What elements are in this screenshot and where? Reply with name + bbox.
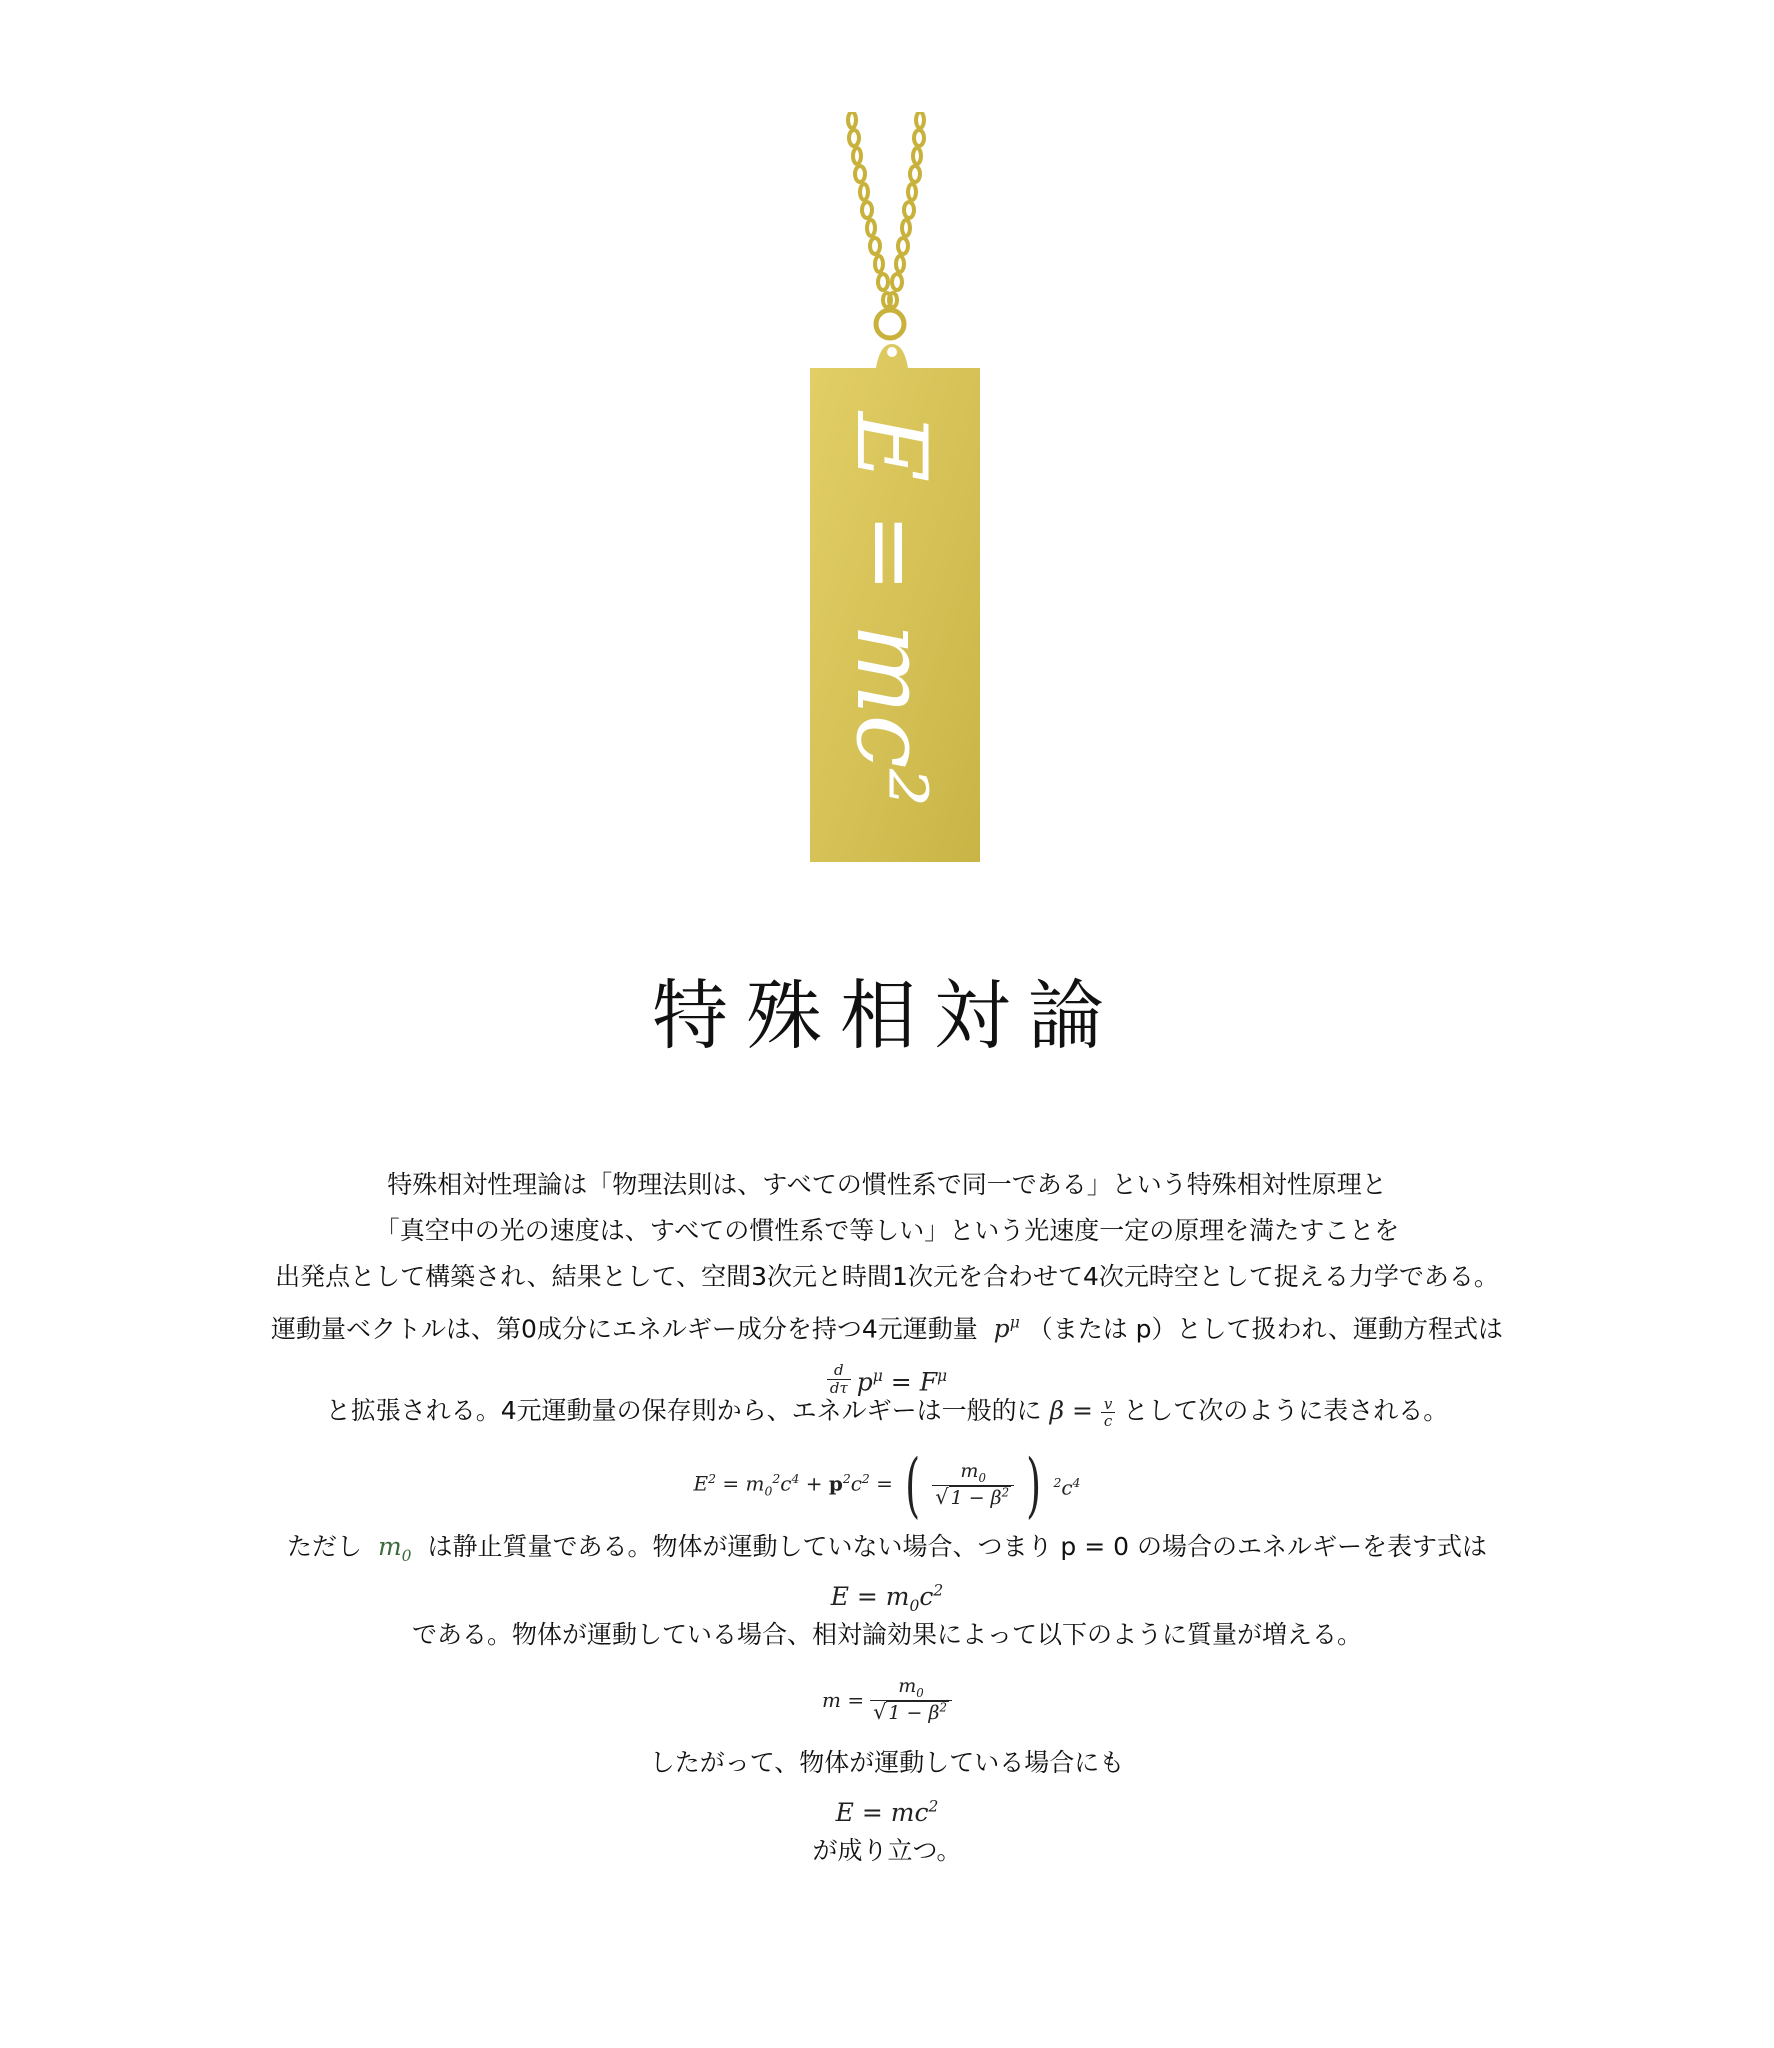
paragraph-line: 出発点として構築され、結果として、空間3次元と時間1次元を合わせて4次元時空として捉える力学である。 xyxy=(275,1262,1499,1291)
equation-of-motion: $\frac{d}{d\tau}$ $p^\mu = F^\mu$ xyxy=(160,1346,1614,1388)
paragraph-line: 特殊相対性理論は「物理法則は、すべての慣性系で同一である」という特殊相対性原理と xyxy=(387,1170,1387,1199)
paragraph-line: と拡張される。4元運動量の保存則から、エネルギーは一般的に β = $\frac{v}{c}$ として次のように表される。 xyxy=(325,1394,1449,1430)
paragraph-line: である。物体が運動している場合、相対論効果によって以下のように質量が増える。 xyxy=(411,1620,1362,1649)
momentum-symbol: $p^\mu$ xyxy=(985,1314,1020,1344)
energy-equation: $E^2 = m_0^2c^4 + p^2c^2$ = ( $\frac{m_0}{√ 1 - \beta^2}$ ) $^2c^4$ xyxy=(693,1444,1081,1527)
paragraph-line: したがって、物体が運動している場合にも xyxy=(649,1748,1125,1777)
article-body xyxy=(160,1162,1614,1874)
page-title: 特殊相対論 xyxy=(652,971,1122,1060)
paragraph-line: 「真空中の光の速度は、すべての慣性系で等しい」という光速度一定の原理を満たすことを xyxy=(374,1216,1400,1245)
pendant-engraving: E = mc² xyxy=(835,412,947,807)
rest-mass-symbol: $m_0$ xyxy=(370,1532,412,1565)
paragraph-line: 運動量ベクトルは、第0成分にエネルギー成分を持つ4元運動量 $p^\mu$ （または p）として扱われ、運動方程式は xyxy=(270,1314,1504,1344)
rest-energy-equation: $E = m_0c^2$ xyxy=(830,1582,944,1616)
necklace-illustration xyxy=(780,112,1030,872)
chain xyxy=(848,112,924,307)
jump-ring xyxy=(876,310,904,338)
mass-energy-equation: $E = mc^2$ xyxy=(835,1798,939,1828)
paragraph-line: が成り立つ。 xyxy=(812,1836,962,1865)
beta-definition: β = $\frac{v}{c}$ xyxy=(1050,1396,1124,1425)
relativistic-mass-equation: m = $\frac{m_0}{√ 1 - \beta^2}$ xyxy=(160,1658,1614,1740)
product-image xyxy=(780,112,1030,872)
paragraph-line: ただし $m_0$ は静止質量である。物体が運動していない場合、つまり p = 0 の場合のエネルギーを表す式は xyxy=(287,1532,1487,1565)
